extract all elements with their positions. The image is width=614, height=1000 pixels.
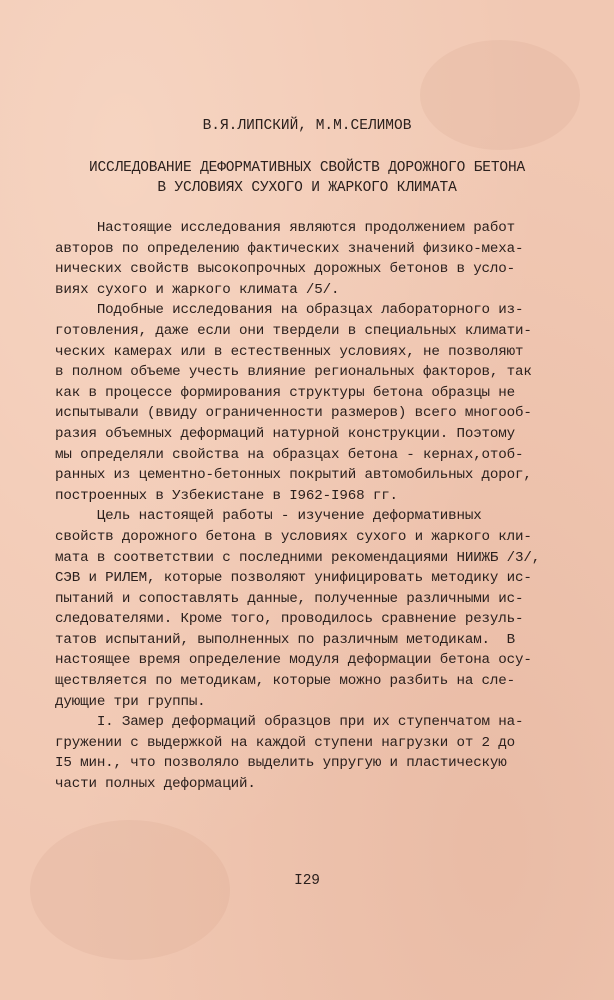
- body-line: мата в соответствии с последними рекомендациями НИИЖБ /3/,: [55, 549, 541, 566]
- body-line: как в процессе формирования структуры бетона образцы не: [55, 384, 516, 401]
- page-number: I29: [294, 873, 320, 889]
- body-line: мы определяли свойства на образцах бетона - кернах,отоб-: [55, 446, 524, 463]
- body-line: Подобные исследования на образцах лабораторного из-: [55, 302, 524, 319]
- body-line: I5 мин., что позволяло выделить упругую и пластическую: [55, 755, 507, 772]
- body-line: готовления, даже если они твердели в специальных климати-: [55, 322, 532, 339]
- title-line-1: ИССЛЕДОВАНИЕ ДЕФОРМАТИВНЫХ СВОЙСТВ ДОРОЖНОГО БЕТОНА: [88, 160, 526, 176]
- body-line: СЭВ и РИЛЕМ, которые позволяют унифицировать методику ис-: [55, 570, 532, 587]
- body-line: Цель настоящей работы - изучение деформативных: [55, 508, 482, 525]
- body-line: свойств дорожного бетона в условиях сухого и жаркого кли-: [55, 528, 532, 545]
- body-line: настоящее время определение модуля деформации бетона осу-: [55, 652, 532, 669]
- body-line: нических свойств высокопрочных дорожных бетонов в усло-: [55, 261, 516, 278]
- title-line-2: В УСЛОВИЯХ СУХОГО И ЖАРКОГО КЛИМАТА: [157, 180, 457, 196]
- body-line: следователями. Кроме того, проводилось сравнение резуль-: [55, 611, 524, 628]
- body-line: дующие три группы.: [55, 693, 206, 710]
- paper-stain: [30, 820, 230, 960]
- body-line: ществляется по методикам, которые можно разбить на сле-: [55, 673, 516, 690]
- body-line: I. Замер деформаций образцов при их ступенчатом на-: [55, 714, 524, 731]
- body-line: Настоящие исследования являются продолжением работ: [55, 220, 516, 236]
- body-line: татов испытаний, выполненных по различным методикам. В: [55, 631, 516, 648]
- body-line: части полных деформаций.: [55, 776, 256, 793]
- body-line: в полном объеме учесть влияние региональных факторов, так: [55, 364, 532, 381]
- body-text: [55, 218, 585, 795]
- body-line: виях сухого и жаркого климата /5/.: [55, 281, 340, 298]
- body-line: ранных из цементно-бетонных покрытий автомобильных дорог,: [55, 467, 532, 484]
- body-line: разия объемных деформаций натурной конструкции. Поэтому: [55, 425, 516, 442]
- body-line: построенных в Узбекистане в I962-I968 гг.: [55, 487, 398, 504]
- body-line: пытаний и сопоставлять данные, полученные различными ис-: [55, 590, 524, 607]
- body-line: испытывали (ввиду ограниченности размеров) всего многооб-: [55, 405, 532, 422]
- body-line: ческих камерах или в естественных условиях, не позволяют: [55, 343, 524, 360]
- body-line: гружении с выдержкой на каждой ступени нагрузки от 2 до: [55, 734, 516, 751]
- authors: В.Я.ЛИПСКИЙ, М.М.СЕЛИМОВ: [202, 118, 412, 134]
- body-line: авторов по определению фактических значений физико-меха-: [55, 240, 524, 257]
